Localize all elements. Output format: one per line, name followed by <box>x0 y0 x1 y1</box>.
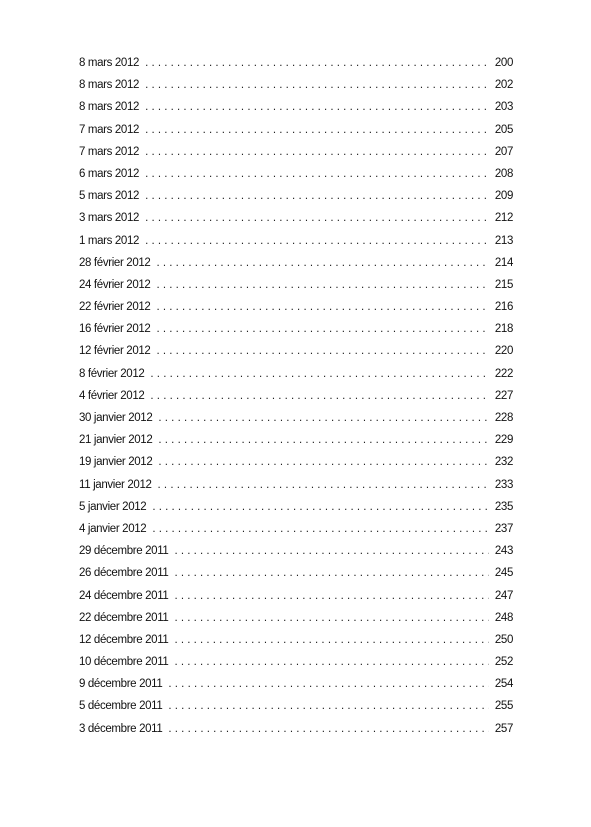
toc-entry[interactable] <box>79 119 513 141</box>
toc-entry-label: 5 décembre 2011 <box>79 700 163 713</box>
toc-entry[interactable] <box>79 363 513 385</box>
toc-entry-page-number: 232 <box>494 456 513 469</box>
toc-entry[interactable] <box>79 340 513 362</box>
dot-leader <box>145 163 489 185</box>
toc-entry-page-number: 213 <box>494 234 513 247</box>
toc-entry[interactable] <box>79 207 513 229</box>
toc-entry[interactable] <box>79 385 513 407</box>
toc-entry[interactable] <box>79 252 513 274</box>
dot-leader <box>174 629 489 651</box>
dot-leader <box>145 96 489 118</box>
toc-entry-page-number: 227 <box>494 389 513 402</box>
toc-entry-page-number: 218 <box>494 323 513 336</box>
dot-leader <box>174 562 489 584</box>
dot-leader <box>150 363 489 385</box>
toc-entry-label: 28 février 2012 <box>79 256 151 269</box>
toc-entry[interactable] <box>79 607 513 629</box>
dot-leader <box>168 673 489 695</box>
toc-entry-label: 22 décembre 2011 <box>79 611 169 624</box>
toc-entry-page-number: 222 <box>494 367 513 380</box>
toc-entry-page-number: 233 <box>494 478 513 491</box>
dot-leader <box>145 74 489 96</box>
toc-entry[interactable] <box>79 451 513 473</box>
toc-entry-page-number: 208 <box>494 167 513 180</box>
toc-entry-page-number: 215 <box>494 278 513 291</box>
dot-leader <box>156 252 489 274</box>
toc-entry-page-number: 202 <box>494 79 513 92</box>
toc-entry[interactable] <box>79 74 513 96</box>
dot-leader <box>156 296 489 318</box>
toc-entry[interactable] <box>79 718 513 740</box>
dot-leader <box>168 718 489 740</box>
dot-leader <box>174 540 489 562</box>
toc-entry-page-number: 248 <box>494 611 513 624</box>
toc-entry-page-number: 207 <box>494 145 513 158</box>
toc-entry-page-number: 212 <box>494 212 513 225</box>
toc-entry-label: 3 mars 2012 <box>79 212 140 225</box>
toc-entry-label: 8 mars 2012 <box>79 101 140 114</box>
dot-leader <box>152 496 489 518</box>
toc-entry[interactable] <box>79 230 513 252</box>
toc-entry[interactable] <box>79 651 513 673</box>
toc-entry-label: 8 mars 2012 <box>79 57 140 69</box>
toc-entry-page-number: 216 <box>494 301 513 314</box>
toc-entry[interactable] <box>79 296 513 318</box>
toc-entry-label: 8 février 2012 <box>79 367 145 380</box>
toc-entry-label: 16 février 2012 <box>79 323 151 336</box>
toc-entry-label: 12 décembre 2011 <box>79 633 169 646</box>
toc-entry-label: 12 février 2012 <box>79 345 151 358</box>
toc-entry-page-number: 235 <box>494 500 513 513</box>
toc-entry-label: 26 décembre 2011 <box>79 567 169 580</box>
toc-entry-label: 8 mars 2012 <box>79 79 140 92</box>
toc-entry[interactable] <box>79 318 513 340</box>
toc-entry-page-number: 250 <box>494 633 513 646</box>
toc-entry-label: 7 mars 2012 <box>79 145 140 158</box>
dot-leader <box>152 518 489 540</box>
toc-entry[interactable] <box>79 185 513 207</box>
toc-entry-label: 29 décembre 2011 <box>79 545 169 558</box>
toc-entry-label: 19 janvier 2012 <box>79 456 153 469</box>
toc-entry[interactable] <box>79 407 513 429</box>
dot-leader <box>145 52 489 74</box>
toc-entry-page-number: 214 <box>494 256 513 269</box>
toc-entry-label: 10 décembre 2011 <box>79 656 169 669</box>
dot-leader <box>156 318 489 340</box>
dot-leader <box>158 451 489 473</box>
toc-entry-label: 22 février 2012 <box>79 301 151 314</box>
toc-entry-label: 3 décembre 2011 <box>79 722 163 735</box>
toc-entry-label: 4 février 2012 <box>79 389 145 402</box>
toc-entry-page-number: 200 <box>494 57 513 69</box>
dot-leader <box>156 274 489 296</box>
dot-leader <box>158 474 489 496</box>
toc-entry[interactable] <box>79 429 513 451</box>
toc-entry-label: 24 décembre 2011 <box>79 589 169 602</box>
toc-entry-page-number: 254 <box>494 678 513 691</box>
dot-leader <box>156 340 489 362</box>
toc-entry-label: 4 janvier 2012 <box>79 522 147 535</box>
toc-entry-page-number: 209 <box>494 190 513 203</box>
dot-leader <box>168 695 489 717</box>
toc-entry[interactable] <box>79 496 513 518</box>
toc-entry-label: 21 janvier 2012 <box>79 434 153 447</box>
toc-entry-page-number: 243 <box>494 545 513 558</box>
toc-entry-label: 11 janvier 2012 <box>79 478 152 491</box>
toc-entry[interactable] <box>79 52 513 74</box>
toc-entry[interactable] <box>79 141 513 163</box>
toc-entry-label: 1 mars 2012 <box>79 234 140 247</box>
toc-entry[interactable] <box>79 629 513 651</box>
toc-entry[interactable] <box>79 540 513 562</box>
dot-leader <box>174 651 489 673</box>
dot-leader <box>145 230 489 252</box>
toc-entry-page-number: 245 <box>494 567 513 580</box>
toc-entry-label: 24 février 2012 <box>79 278 151 291</box>
dot-leader <box>174 607 489 629</box>
toc-entry-page-number: 228 <box>494 412 513 424</box>
toc-entry[interactable] <box>79 673 513 695</box>
toc-entry[interactable] <box>79 96 513 118</box>
toc-entry[interactable] <box>79 474 513 496</box>
toc-entry-label: 7 mars 2012 <box>79 123 140 136</box>
toc-entry-label: 9 décembre 2011 <box>79 678 163 691</box>
toc-entry-page-number: 252 <box>494 656 513 669</box>
toc-entry[interactable] <box>79 163 513 185</box>
toc-entry[interactable] <box>79 585 513 607</box>
dot-leader <box>150 385 489 407</box>
toc-entry-label: 6 mars 2012 <box>79 167 140 180</box>
dot-leader <box>145 119 489 141</box>
toc-entry-page-number: 205 <box>494 123 513 136</box>
toc-entry-label: 5 janvier 2012 <box>79 500 147 513</box>
toc-entry-label: 5 mars 2012 <box>79 190 140 203</box>
toc-entry-page-number: 220 <box>494 345 513 358</box>
dot-leader <box>145 185 489 207</box>
toc-entry-page-number: 257 <box>494 722 513 735</box>
toc-entry-label: 30 janvier 2012 <box>79 412 153 424</box>
dot-leader <box>158 407 489 429</box>
dot-leader <box>158 429 489 451</box>
toc-entry-page-number: 203 <box>494 101 513 114</box>
toc-entry[interactable] <box>79 695 513 717</box>
toc-entry-page-number: 247 <box>494 589 513 602</box>
toc-entry-page-number: 255 <box>494 700 513 713</box>
toc-entry-page-number: 229 <box>494 434 513 447</box>
dot-leader <box>145 207 489 229</box>
dot-leader <box>145 141 489 163</box>
toc-entry-page-number: 237 <box>494 522 513 535</box>
toc-entry[interactable] <box>79 518 513 540</box>
toc-entry[interactable] <box>79 562 513 584</box>
toc-entry[interactable] <box>79 274 513 296</box>
dot-leader <box>174 585 489 607</box>
table-of-contents <box>79 52 513 740</box>
